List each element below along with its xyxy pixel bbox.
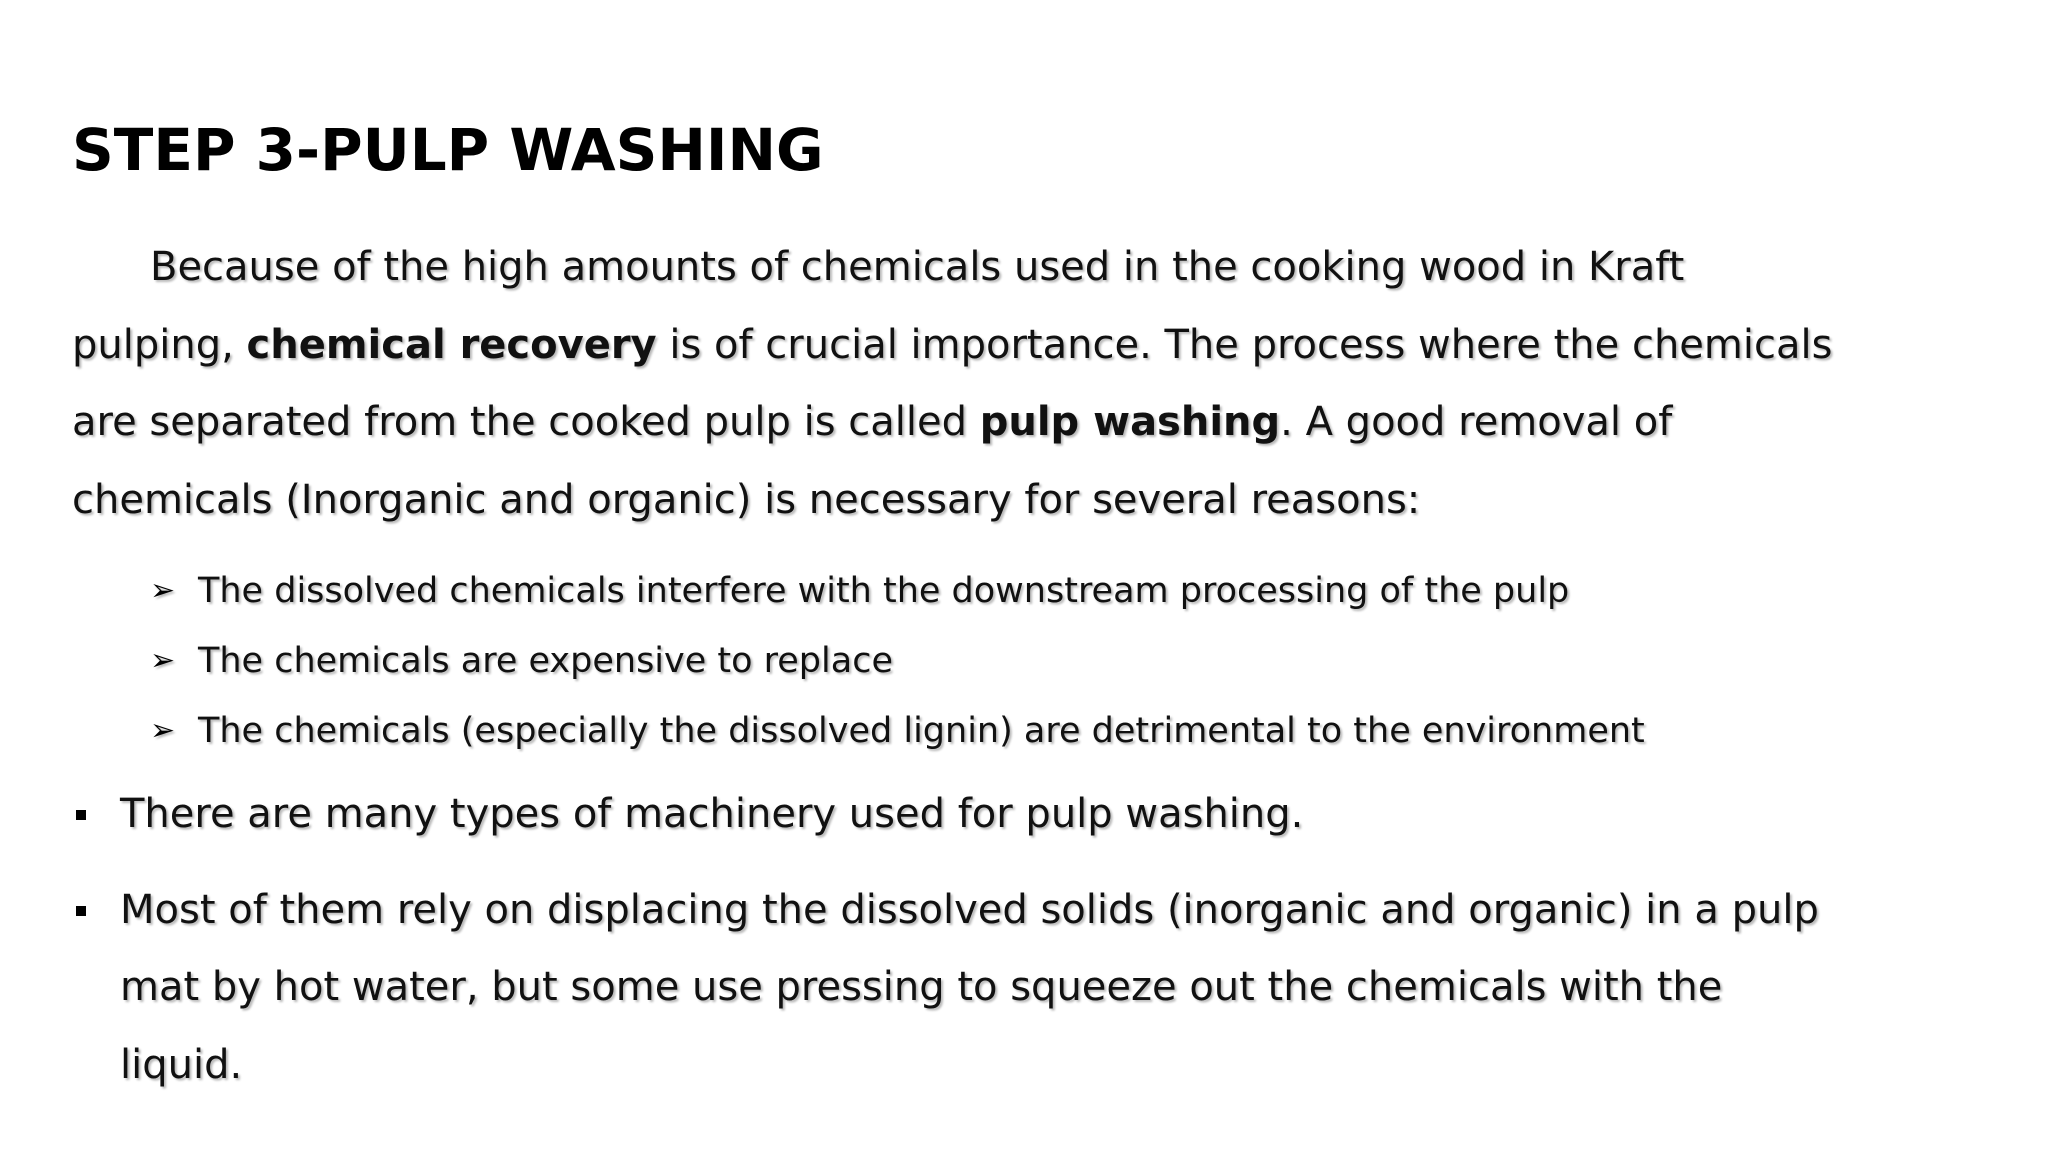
intro-line-2	[72, 307, 1992, 385]
square-bullet-icon	[76, 906, 86, 916]
point-item	[72, 776, 1819, 854]
intro-paragraph	[72, 229, 1992, 539]
reason-text: The chemicals are expensive to replace	[198, 641, 893, 681]
intro-text: pulping,	[72, 321, 247, 368]
point-line: liquid.	[120, 1041, 243, 1088]
reason-text: The chemicals (especially the dissolved lignin) are detrimental to the environment	[198, 711, 1645, 751]
reasons-list	[150, 556, 1645, 766]
points-list	[72, 776, 1819, 1122]
intro-line-4: chemicals (Inorganic and organic) is necessary for several reasons:	[72, 476, 1421, 523]
point-item	[72, 872, 1819, 1105]
bold-term-pulp-washing: pulp washing	[979, 399, 1281, 445]
intro-line-1: Because of the high amounts of chemicals used in the cooking wood in Kraft	[150, 244, 1685, 290]
reason-item	[150, 556, 1645, 626]
square-bullet-icon	[76, 810, 86, 820]
arrow-bullet-icon: ➢	[150, 573, 176, 608]
arrow-bullet-icon: ➢	[150, 643, 176, 678]
point-text	[120, 776, 1303, 854]
intro-text: is of crucial importance. The process where the chemicals	[656, 321, 1833, 368]
slide-title: STEP 3-PULP WASHING	[72, 116, 824, 184]
reason-text: The dissolved chemicals interfere with the downstream processing of the pulp	[198, 571, 1570, 611]
intro-text: . A good removal of	[1280, 399, 1673, 445]
intro-text: are separated from the cooked pulp is called	[72, 399, 980, 445]
intro-line-3	[72, 384, 1992, 462]
reason-item	[150, 626, 1645, 696]
point-line: There are many types of machinery used for pulp washing.	[120, 791, 1304, 837]
point-text	[120, 872, 1819, 1105]
point-line: mat by hot water, but some use pressing to squeeze out the chemicals with the	[120, 964, 1723, 1010]
point-line: Most of them rely on displacing the dissolved solids (inorganic and organic) in a pulp	[120, 886, 1819, 933]
arrow-bullet-icon: ➢	[150, 713, 176, 748]
reason-item	[150, 696, 1645, 766]
bold-term-chemical-recovery: chemical recovery	[246, 321, 657, 368]
